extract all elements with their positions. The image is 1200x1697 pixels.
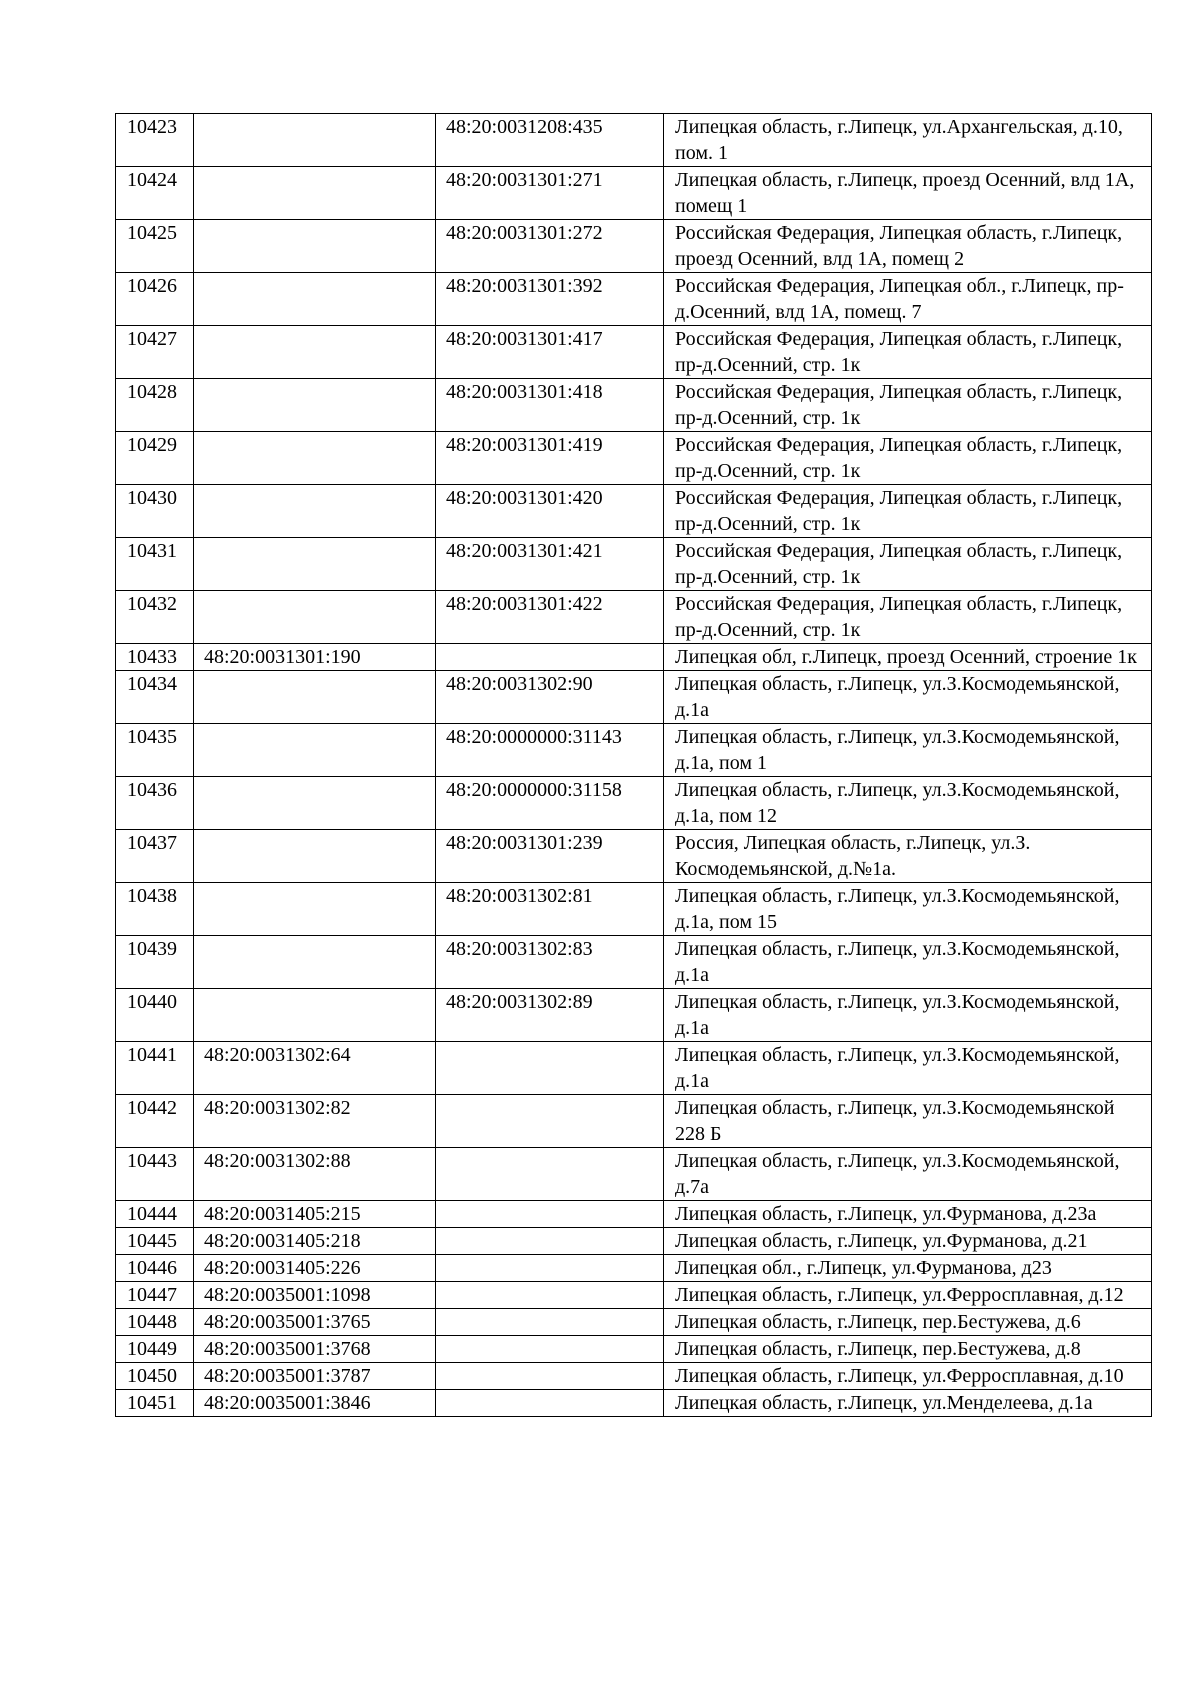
room-cadastral-number-cell xyxy=(436,1228,664,1255)
table-row xyxy=(116,273,1152,326)
cadastral-number-cell xyxy=(194,989,436,1042)
row-number-cell: 10446 xyxy=(116,1255,194,1282)
table-row xyxy=(116,1228,1152,1255)
cadastral-number-cell xyxy=(194,485,436,538)
property-table xyxy=(115,113,1152,1417)
row-number-cell: 10428 xyxy=(116,379,194,432)
address-cell: Липецкая область, г.Липецк, пер.Бестужева, д.6 xyxy=(664,1309,1152,1336)
room-cadastral-number-cell xyxy=(436,644,664,671)
address-cell: Липецкая область, г.Липецк, ул.З.Космодемьянской, д.7а xyxy=(664,1148,1152,1201)
room-cadastral-number-cell xyxy=(436,1336,664,1363)
address-cell: Липецкая область, г.Липецк, ул.З.Космодемьянской 228 Б xyxy=(664,1095,1152,1148)
row-number-cell: 10424 xyxy=(116,167,194,220)
cadastral-number-cell: 48:20:0031405:215 xyxy=(194,1201,436,1228)
table-row xyxy=(116,777,1152,830)
table-row xyxy=(116,1363,1152,1390)
row-number-cell: 10429 xyxy=(116,432,194,485)
row-number-cell: 10451 xyxy=(116,1390,194,1417)
address-cell: Липецкая область, г.Липецк, ул.З.Космодемьянской, д.1а, пом 1 xyxy=(664,724,1152,777)
table-row xyxy=(116,1148,1152,1201)
row-number-cell: 10450 xyxy=(116,1363,194,1390)
room-cadastral-number-cell: 48:20:0031301:421 xyxy=(436,538,664,591)
row-number-cell: 10442 xyxy=(116,1095,194,1148)
cadastral-number-cell xyxy=(194,936,436,989)
table-row xyxy=(116,379,1152,432)
address-cell: Липецкая область, г.Липецк, ул.Архангельская, д.10, пом. 1 xyxy=(664,114,1152,167)
room-cadastral-number-cell: 48:20:0031301:239 xyxy=(436,830,664,883)
table-row xyxy=(116,936,1152,989)
address-cell: Липецкая область, г.Липецк, ул.Менделеева, д.1а xyxy=(664,1390,1152,1417)
address-cell: Липецкая обл, г.Липецк, проезд Осенний, строение 1к xyxy=(664,644,1152,671)
table-row xyxy=(116,220,1152,273)
room-cadastral-number-cell xyxy=(436,1148,664,1201)
cadastral-number-cell xyxy=(194,167,436,220)
row-number-cell: 10438 xyxy=(116,883,194,936)
table-row xyxy=(116,1201,1152,1228)
table-row xyxy=(116,644,1152,671)
cadastral-number-cell xyxy=(194,830,436,883)
address-cell: Россия, Липецкая область, г.Липецк, ул.З. Космодемьянской, д.№1а. xyxy=(664,830,1152,883)
table-row xyxy=(116,1282,1152,1309)
table-row xyxy=(116,1336,1152,1363)
address-cell: Липецкая область, г.Липецк, ул.З.Космодемьянской, д.1а xyxy=(664,989,1152,1042)
table-row xyxy=(116,326,1152,379)
cadastral-number-cell: 48:20:0035001:1098 xyxy=(194,1282,436,1309)
table-body xyxy=(116,114,1152,1417)
cadastral-number-cell: 48:20:0031301:190 xyxy=(194,644,436,671)
address-cell: Российская Федерация, Липецкая область, г.Липецк, пр-д.Осенний, стр. 1к xyxy=(664,432,1152,485)
room-cadastral-number-cell: 48:20:0031301:418 xyxy=(436,379,664,432)
row-number-cell: 10430 xyxy=(116,485,194,538)
table-row xyxy=(116,432,1152,485)
cadastral-number-cell: 48:20:0035001:3787 xyxy=(194,1363,436,1390)
room-cadastral-number-cell: 48:20:0031301:419 xyxy=(436,432,664,485)
room-cadastral-number-cell xyxy=(436,1095,664,1148)
table-row xyxy=(116,671,1152,724)
row-number-cell: 10440 xyxy=(116,989,194,1042)
table-row xyxy=(116,167,1152,220)
row-number-cell: 10444 xyxy=(116,1201,194,1228)
room-cadastral-number-cell: 48:20:0031302:89 xyxy=(436,989,664,1042)
table-row xyxy=(116,591,1152,644)
cadastral-number-cell xyxy=(194,538,436,591)
room-cadastral-number-cell: 48:20:0031301:422 xyxy=(436,591,664,644)
row-number-cell: 10434 xyxy=(116,671,194,724)
room-cadastral-number-cell: 48:20:0000000:31158 xyxy=(436,777,664,830)
address-cell: Российская Федерация, Липецкая обл., г.Липецк, пр-д.Осенний, влд 1А, помещ. 7 xyxy=(664,273,1152,326)
row-number-cell: 10433 xyxy=(116,644,194,671)
address-cell: Липецкая область, г.Липецк, ул.Ферросплавная, д.10 xyxy=(664,1363,1152,1390)
table-row xyxy=(116,1309,1152,1336)
table-row xyxy=(116,1042,1152,1095)
cadastral-number-cell xyxy=(194,114,436,167)
address-cell: Липецкая область, г.Липецк, ул.Фурманова, д.23а xyxy=(664,1201,1152,1228)
address-cell: Липецкая область, г.Липецк, ул.З.Космодемьянской, д.1а xyxy=(664,936,1152,989)
room-cadastral-number-cell xyxy=(436,1282,664,1309)
table-row xyxy=(116,485,1152,538)
cadastral-number-cell xyxy=(194,724,436,777)
cadastral-number-cell xyxy=(194,379,436,432)
row-number-cell: 10448 xyxy=(116,1309,194,1336)
room-cadastral-number-cell: 48:20:0031301:272 xyxy=(436,220,664,273)
cadastral-number-cell: 48:20:0035001:3765 xyxy=(194,1309,436,1336)
table-row xyxy=(116,1390,1152,1417)
address-cell: Липецкая область, г.Липецк, проезд Осенний, влд 1А, помещ 1 xyxy=(664,167,1152,220)
room-cadastral-number-cell: 48:20:0031208:435 xyxy=(436,114,664,167)
row-number-cell: 10445 xyxy=(116,1228,194,1255)
row-number-cell: 10449 xyxy=(116,1336,194,1363)
table-row xyxy=(116,830,1152,883)
cadastral-number-cell xyxy=(194,220,436,273)
room-cadastral-number-cell: 48:20:0031301:417 xyxy=(436,326,664,379)
row-number-cell: 10432 xyxy=(116,591,194,644)
cadastral-number-cell xyxy=(194,591,436,644)
address-cell: Липецкая область, г.Липецк, ул.Ферросплавная, д.12 xyxy=(664,1282,1152,1309)
address-cell: Российская Федерация, Липецкая область, г.Липецк, пр-д.Осенний, стр. 1к xyxy=(664,485,1152,538)
room-cadastral-number-cell: 48:20:0031302:83 xyxy=(436,936,664,989)
row-number-cell: 10435 xyxy=(116,724,194,777)
address-cell: Липецкая обл., г.Липецк, ул.Фурманова, д23 xyxy=(664,1255,1152,1282)
address-cell: Российская Федерация, Липецкая область, г.Липецк, пр-д.Осенний, стр. 1к xyxy=(664,591,1152,644)
cadastral-number-cell: 48:20:0031302:64 xyxy=(194,1042,436,1095)
room-cadastral-number-cell xyxy=(436,1255,664,1282)
room-cadastral-number-cell: 48:20:0031302:90 xyxy=(436,671,664,724)
cadastral-number-cell: 48:20:0035001:3768 xyxy=(194,1336,436,1363)
cadastral-number-cell xyxy=(194,883,436,936)
room-cadastral-number-cell xyxy=(436,1042,664,1095)
cadastral-number-cell xyxy=(194,273,436,326)
cadastral-number-cell xyxy=(194,326,436,379)
row-number-cell: 10437 xyxy=(116,830,194,883)
address-cell: Российская Федерация, Липецкая область, г.Липецк, пр-д.Осенний, стр. 1к xyxy=(664,326,1152,379)
address-cell: Липецкая область, г.Липецк, пер.Бестужева, д.8 xyxy=(664,1336,1152,1363)
address-cell: Липецкая область, г.Липецк, ул.З.Космодемьянской, д.1а xyxy=(664,671,1152,724)
room-cadastral-number-cell: 48:20:0031302:81 xyxy=(436,883,664,936)
cadastral-number-cell: 48:20:0031405:218 xyxy=(194,1228,436,1255)
room-cadastral-number-cell: 48:20:0000000:31143 xyxy=(436,724,664,777)
table-row xyxy=(116,883,1152,936)
row-number-cell: 10436 xyxy=(116,777,194,830)
table-row xyxy=(116,1255,1152,1282)
table-row xyxy=(116,1095,1152,1148)
room-cadastral-number-cell: 48:20:0031301:392 xyxy=(436,273,664,326)
room-cadastral-number-cell xyxy=(436,1390,664,1417)
row-number-cell: 10443 xyxy=(116,1148,194,1201)
room-cadastral-number-cell: 48:20:0031301:420 xyxy=(436,485,664,538)
row-number-cell: 10439 xyxy=(116,936,194,989)
address-cell: Липецкая область, г.Липецк, ул.З.Космодемьянской, д.1а xyxy=(664,1042,1152,1095)
room-cadastral-number-cell xyxy=(436,1309,664,1336)
address-cell: Липецкая область, г.Липецк, ул.Фурманова, д.21 xyxy=(664,1228,1152,1255)
cadastral-number-cell xyxy=(194,671,436,724)
room-cadastral-number-cell xyxy=(436,1201,664,1228)
row-number-cell: 10423 xyxy=(116,114,194,167)
cadastral-number-cell: 48:20:0031405:226 xyxy=(194,1255,436,1282)
room-cadastral-number-cell: 48:20:0031301:271 xyxy=(436,167,664,220)
address-cell: Российская Федерация, Липецкая область, г.Липецк, проезд Осенний, влд 1А, помещ 2 xyxy=(664,220,1152,273)
table-row xyxy=(116,114,1152,167)
address-cell: Липецкая область, г.Липецк, ул.З.Космодемьянской, д.1а, пом 12 xyxy=(664,777,1152,830)
address-cell: Российская Федерация, Липецкая область, г.Липецк, пр-д.Осенний, стр. 1к xyxy=(664,538,1152,591)
row-number-cell: 10441 xyxy=(116,1042,194,1095)
row-number-cell: 10426 xyxy=(116,273,194,326)
table-row xyxy=(116,538,1152,591)
row-number-cell: 10431 xyxy=(116,538,194,591)
room-cadastral-number-cell xyxy=(436,1363,664,1390)
table-row xyxy=(116,989,1152,1042)
address-cell: Липецкая область, г.Липецк, ул.З.Космодемьянской, д.1а, пом 15 xyxy=(664,883,1152,936)
cadastral-number-cell xyxy=(194,432,436,485)
row-number-cell: 10447 xyxy=(116,1282,194,1309)
table-row xyxy=(116,724,1152,777)
address-cell: Российская Федерация, Липецкая область, г.Липецк, пр-д.Осенний, стр. 1к xyxy=(664,379,1152,432)
cadastral-number-cell: 48:20:0031302:88 xyxy=(194,1148,436,1201)
row-number-cell: 10425 xyxy=(116,220,194,273)
row-number-cell: 10427 xyxy=(116,326,194,379)
cadastral-number-cell: 48:20:0031302:82 xyxy=(194,1095,436,1148)
cadastral-number-cell: 48:20:0035001:3846 xyxy=(194,1390,436,1417)
cadastral-number-cell xyxy=(194,777,436,830)
